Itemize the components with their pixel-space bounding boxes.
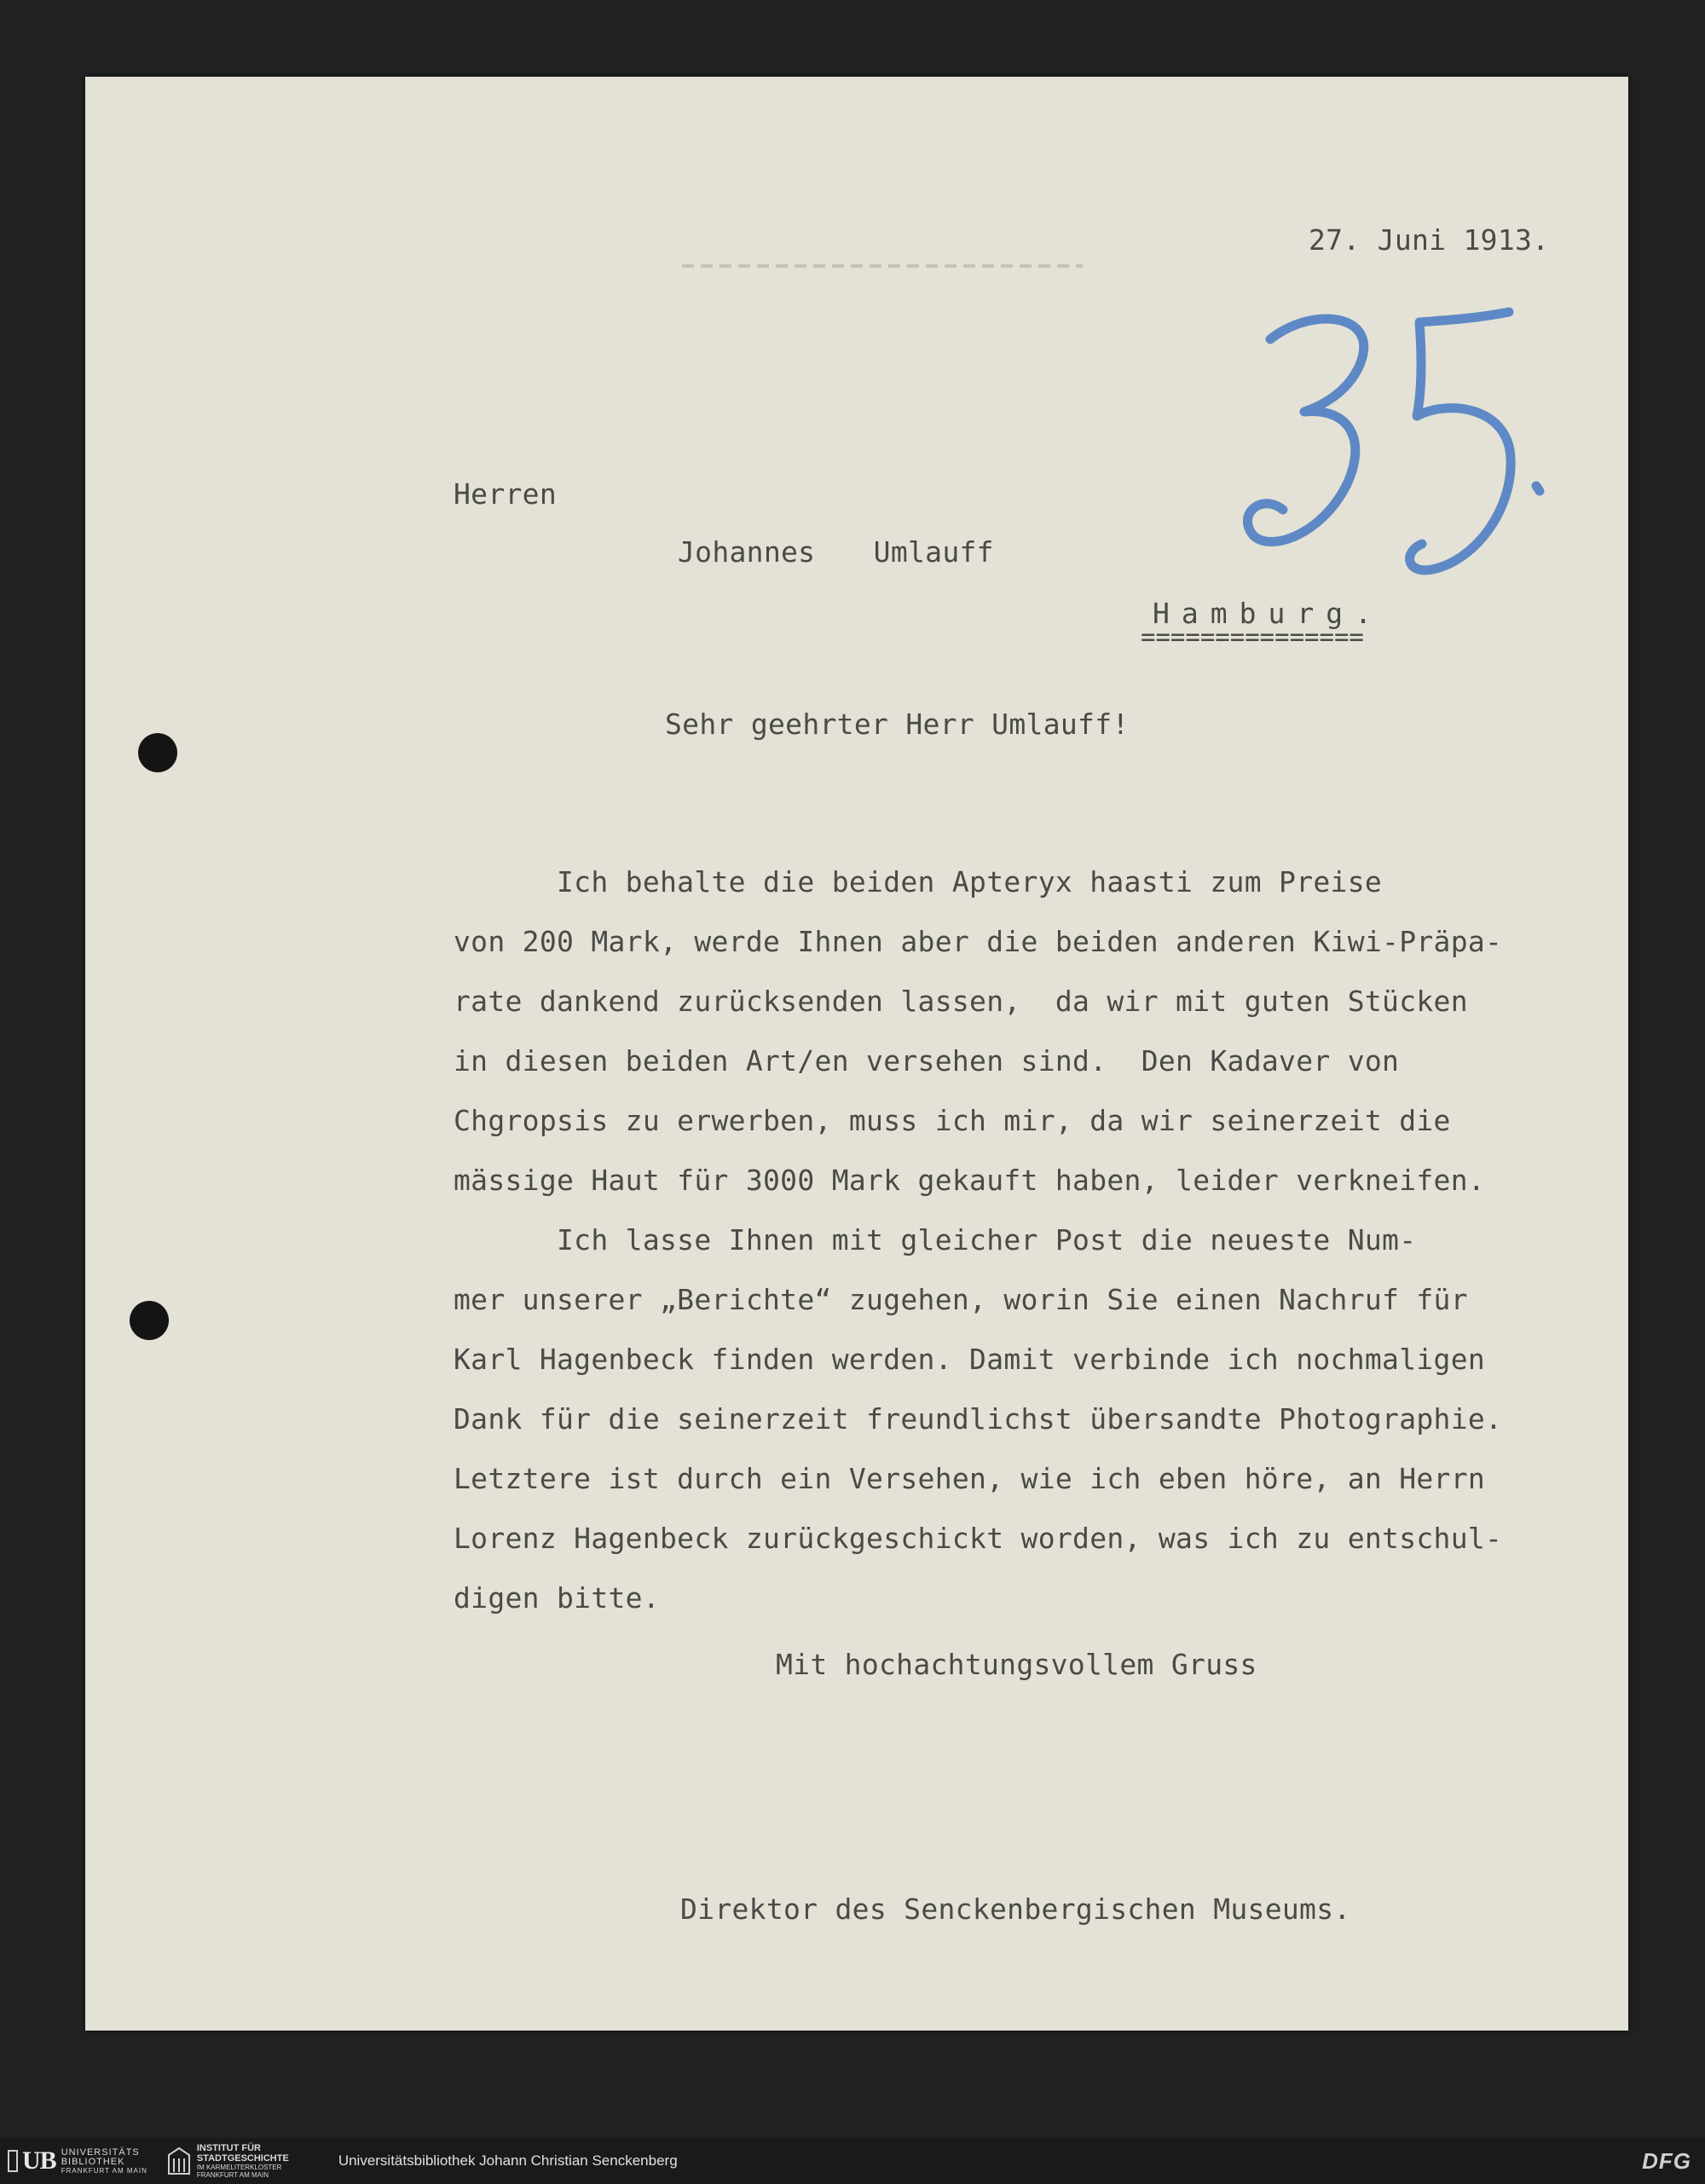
body-line: Ich lasse Ihnen mit gleicher Post die neueste Num- <box>454 1223 1417 1257</box>
recipient-name: Johannes Umlauff <box>678 535 994 569</box>
body-line: Karl Hagenbeck finden werden. Damit verbinde ich nochmaligen <box>454 1343 1486 1376</box>
dfg-logo[interactable]: DFG <box>1642 2147 1691 2174</box>
letter-closing: Mit hochachtungsvollem Gruss <box>776 1648 1257 1681</box>
body-line: in diesen beiden Art/en versehen sind. Den Kadaver von <box>454 1044 1400 1078</box>
viewer-footer <box>0 2138 1705 2184</box>
city-underline: =============== <box>1141 622 1364 651</box>
body-line: mässige Haut für 3000 Mark gekauft haben, leider verkneifen. <box>454 1164 1486 1197</box>
punch-hole-bottom <box>130 1301 169 1340</box>
inst-line2: STADTGESCHICHTE <box>196 2153 289 2164</box>
institute-wordmark <box>197 2143 289 2179</box>
footer-caption: Universitätsbibliothek Johann Christian Senckenberg <box>338 2152 678 2169</box>
body-line: Dank für die seinerzeit freundlichst übersandte Photographie. <box>454 1402 1503 1436</box>
ub-line2: BIBLIOTHEK <box>61 2156 125 2167</box>
ub-mark: UB <box>22 2146 56 2175</box>
letter-page <box>85 77 1628 2031</box>
punch-hole-top <box>138 733 177 772</box>
inst-line3: IM KARMELITERKLOSTER <box>196 2164 282 2171</box>
ub-line1: UNIVERSITÄTS <box>61 2146 140 2158</box>
ub-wordmark <box>61 2148 147 2175</box>
library-emblem-icon <box>7 2149 19 2173</box>
body-line: rate dankend zurücksenden lassen, da wir mit guten Stücken <box>454 985 1468 1018</box>
ub-line3: FRANKFURT AM MAIN <box>61 2166 147 2175</box>
inst-line1: INSTITUT FÜR <box>196 2143 262 2153</box>
body-line: Lorenz Hagenbeck zurückgeschickt worden, was ich zu entschul- <box>454 1522 1503 1555</box>
faint-ink-mark <box>682 264 1083 268</box>
recipient-city: Hamburg. <box>1153 597 1384 630</box>
body-line: mer unserer „Berichte“ zugehen, worin Sie einen Nachruf für <box>454 1283 1468 1316</box>
letter-greeting: Sehr geehrter Herr Umlauff! <box>665 708 1130 741</box>
body-line: Chgropsis zu erwerben, muss ich mir, da wir seinerzeit die <box>454 1104 1451 1137</box>
body-line: Ich behalte die beiden Apteryx haasti zum Preise <box>454 865 1383 898</box>
body-line: Letztere ist durch ein Versehen, wie ich eben höre, an Herrn <box>454 1462 1486 1495</box>
institute-building-icon <box>166 2146 192 2175</box>
letter-signature: Direktor des Senckenbergischen Museums. <box>680 1892 1351 1926</box>
university-library-logo[interactable] <box>7 2144 147 2178</box>
inst-line4: FRANKFURT AM MAIN <box>196 2171 269 2179</box>
letter-date: 27. Juni 1913. <box>1309 223 1550 257</box>
body-line: digen bitte. <box>454 1581 661 1615</box>
pencil-archive-number <box>1219 288 1577 595</box>
body-line: von 200 Mark, werde Ihnen aber die beiden anderen Kiwi-Präpa- <box>454 925 1503 958</box>
institute-logo[interactable] <box>166 2143 289 2179</box>
recipient-salutation: Herren <box>454 477 558 511</box>
